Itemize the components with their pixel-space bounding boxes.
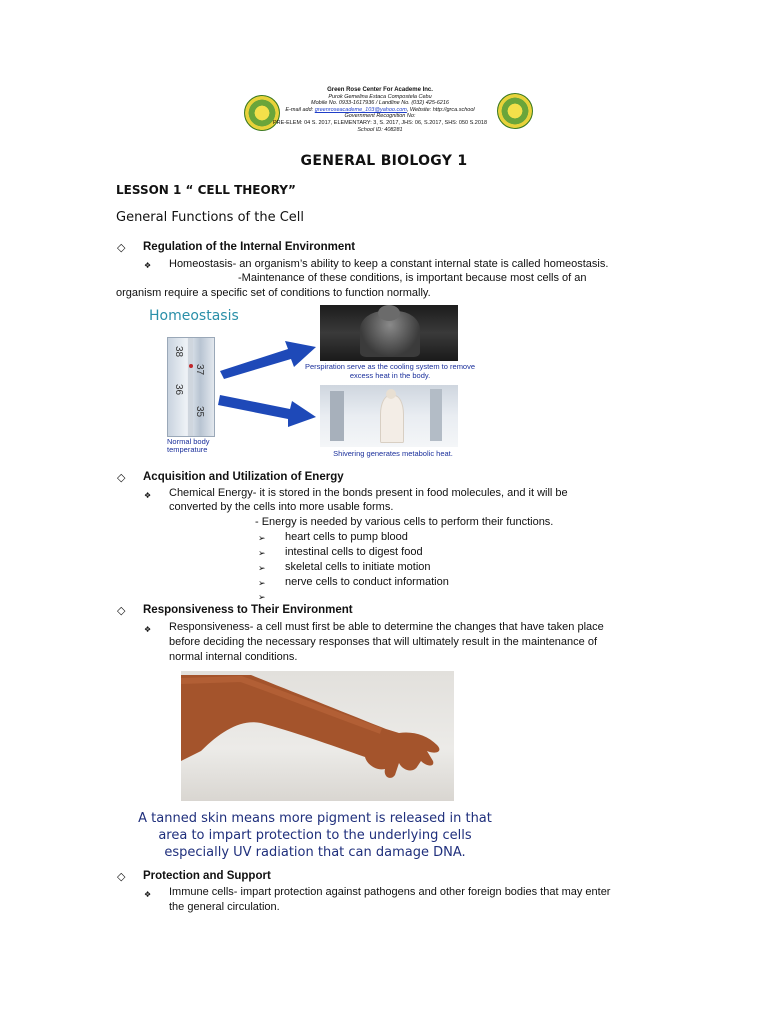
section-subtitle: General Functions of the Cell xyxy=(116,210,304,225)
energy-item-2: intestinal cells to digest food xyxy=(285,546,423,558)
arrow-bullet-icon: ➢ xyxy=(258,578,266,588)
tanned-caption-line-2: area to impart protection to the underlying cells xyxy=(158,828,472,843)
diamond-bullet-icon: ◇ xyxy=(117,871,126,883)
school-contacts: Mobile No. 0933-1617936 / Landline No. (032) 425-6216 xyxy=(311,100,449,107)
regulation-line-1: Homeostasis- an organism’s ability to keep a constant internal state is called homeostasis. xyxy=(169,258,609,270)
thermometer-label: Normal body temperature xyxy=(167,437,210,454)
energy-item-4: nerve cells to conduct information xyxy=(285,576,449,588)
perspiration-photo xyxy=(320,305,458,361)
homeostasis-figure xyxy=(143,303,483,463)
lesson-heading: LESSON 1 “ CELL THEORY” xyxy=(116,183,296,197)
responsiveness-line-3: normal internal conditions. xyxy=(169,651,298,663)
school-email-line xyxy=(250,107,510,114)
arrow-bullet-icon: ➢ xyxy=(258,548,266,558)
shivering-photo xyxy=(320,385,458,447)
heading-energy: Acquisition and Utilization of Energy xyxy=(143,471,344,483)
small-diamond-bullet-icon: ❖ xyxy=(144,491,152,500)
recognition-label: Government Recognition No: xyxy=(344,113,416,120)
arrow-down-right-icon xyxy=(218,391,318,433)
tanned-caption-line-1: A tanned skin means more pigment is released in that xyxy=(138,811,492,826)
energy-line-2: converted by the cells into more usable forms. xyxy=(169,501,394,513)
school-address: Purok Gemelina Estaca Compostela Cebu xyxy=(328,93,432,100)
energy-item-3: skeletal cells to initiate motion xyxy=(285,561,431,573)
responsiveness-line-1: Responsiveness- a cell must first be able to determine the changes that have taken place xyxy=(169,621,604,633)
protection-line-1: Immune cells- impart protection against pathogens and other foreign bodies that may enter xyxy=(169,886,611,898)
arrow-bullet-icon: ➢ xyxy=(258,533,266,543)
energy-line-3: - Energy is needed by various cells to perform their functions. xyxy=(255,516,554,528)
school-id: School ID: 408281 xyxy=(357,126,403,133)
heading-protection: Protection and Support xyxy=(143,870,271,882)
email-link[interactable]: greenroseacademe_103@yahoo.com xyxy=(314,106,407,113)
tanned-arm-photo xyxy=(181,671,454,801)
heading-regulation: Regulation of the Internal Environment xyxy=(143,241,356,253)
diamond-bullet-icon: ◇ xyxy=(117,605,126,617)
energy-line-1: Chemical Energy- it is stored in the bonds present in food molecules, and it will be xyxy=(169,487,568,499)
shivering-caption: Shivering generates metabolic heat. xyxy=(333,449,453,458)
perspiration-caption: Perspiration serve as the cooling system to remove excess heat in the body. xyxy=(304,362,476,380)
small-diamond-bullet-icon: ❖ xyxy=(144,625,152,634)
small-diamond-bullet-icon: ❖ xyxy=(144,890,152,899)
diamond-bullet-icon: ◇ xyxy=(117,472,126,484)
website-text: , Website: http://grca.school xyxy=(406,106,475,113)
energy-item-1: heart cells to pump blood xyxy=(285,531,408,543)
figure-label: Homeostasis xyxy=(149,308,239,324)
school-header xyxy=(250,87,510,133)
email-label: E-mail add: xyxy=(285,106,315,113)
arrow-bullet-icon: ➢ xyxy=(258,563,266,573)
document-title: GENERAL BIOLOGY 1 xyxy=(300,153,468,169)
recognition-numbers: PRE-ELEM: 04 S. 2017, ELEMENTARY: 3, S. 2017, JHS: 06, S.2017, SHS: 050 S.2018 xyxy=(272,119,488,126)
small-diamond-bullet-icon: ❖ xyxy=(144,261,152,270)
responsiveness-line-2: before deciding the necessary responses that will ultimately result in the maintenance of xyxy=(169,636,598,648)
regulation-line-3: organism require a specific set of conditions to function normally. xyxy=(116,287,431,299)
heading-responsiveness: Responsiveness to Their Environment xyxy=(143,604,353,616)
protection-line-2: the general circulation. xyxy=(169,901,280,913)
regulation-line-2: -Maintenance of these conditions, is important because most cells of an xyxy=(238,272,587,284)
diamond-bullet-icon: ◇ xyxy=(117,242,126,254)
school-name: Green Rose Center For Academe Inc. xyxy=(327,87,433,93)
arrow-bullet-icon: ➢ xyxy=(258,592,266,602)
tanned-skin-caption xyxy=(130,810,500,861)
tanned-caption-line-3: especially UV radiation that can damage DNA. xyxy=(164,845,466,860)
thermometer-image: 38 37 36 35 xyxy=(167,337,215,437)
